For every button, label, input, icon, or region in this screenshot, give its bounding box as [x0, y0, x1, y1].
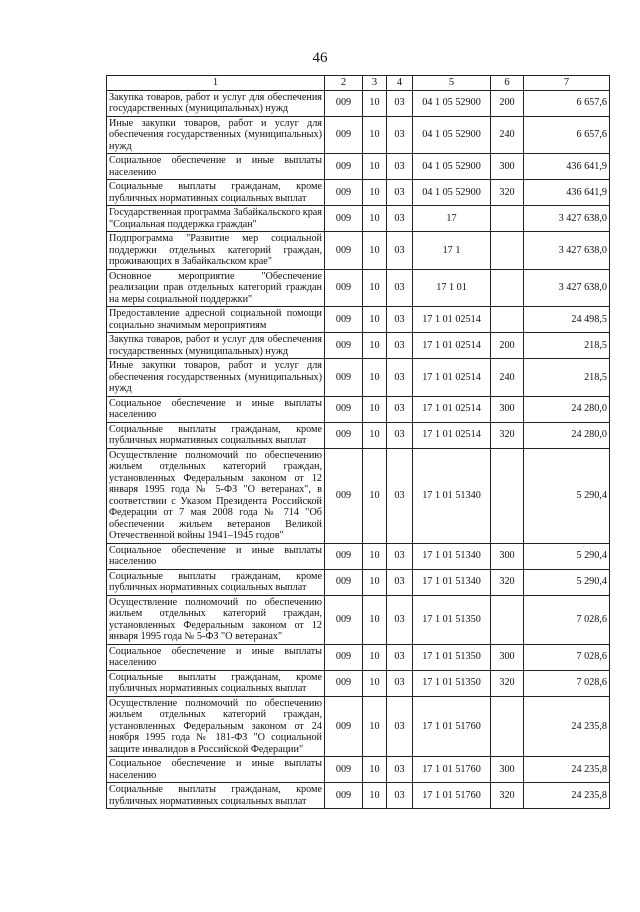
row-target-article: 04 1 05 52900 — [413, 90, 491, 116]
row-amount: 3 427 638,0 — [524, 206, 610, 232]
row-ved-code: 009 — [325, 757, 363, 783]
table-row — [107, 396, 610, 422]
row-section: 10 — [363, 595, 387, 644]
row-ved-code: 009 — [325, 232, 363, 270]
row-amount: 24 235,8 — [524, 757, 610, 783]
row-amount: 24 280,0 — [524, 422, 610, 448]
row-name: Социальное обеспечение и иные выплаты населению — [107, 154, 325, 180]
row-amount: 3 427 638,0 — [524, 232, 610, 270]
row-target-article: 17 1 01 51350 — [413, 670, 491, 696]
row-name: Государственная программа Забайкальского края "Социальная поддержка граждан" — [107, 206, 325, 232]
row-subsection: 03 — [387, 180, 413, 206]
row-amount: 7 028,6 — [524, 644, 610, 670]
row-ved-code: 009 — [325, 154, 363, 180]
row-expense-type: 300 — [491, 154, 524, 180]
row-ved-code: 009 — [325, 180, 363, 206]
header-col-4: 4 — [387, 76, 413, 91]
row-ved-code: 009 — [325, 448, 363, 543]
row-name: Осуществление полномочий по обеспечению жильем отдельных категорий граждан, установленных Федеральным законом от 24 ноября 1995 года № 181-ФЗ "О социальной защите инвалидов в Российской Федерации" — [107, 696, 325, 757]
row-subsection: 03 — [387, 696, 413, 757]
table-row — [107, 359, 610, 397]
row-section: 10 — [363, 232, 387, 270]
row-expense-type: 320 — [491, 422, 524, 448]
row-section: 10 — [363, 180, 387, 206]
row-name: Социальное обеспечение и иные выплаты населению — [107, 757, 325, 783]
row-target-article: 17 1 01 02514 — [413, 422, 491, 448]
row-expense-type — [491, 232, 524, 270]
row-name: Социальные выплаты гражданам, кроме публичных нормативных социальных выплат — [107, 569, 325, 595]
row-ved-code: 009 — [325, 569, 363, 595]
row-section: 10 — [363, 269, 387, 307]
row-expense-type: 320 — [491, 180, 524, 206]
row-section: 10 — [363, 333, 387, 359]
row-subsection: 03 — [387, 359, 413, 397]
header-col-6: 6 — [491, 76, 524, 91]
row-section: 10 — [363, 307, 387, 333]
row-section: 10 — [363, 422, 387, 448]
row-name: Социальное обеспечение и иные выплаты населению — [107, 644, 325, 670]
row-name: Социальные выплаты гражданам, кроме публичных нормативных социальных выплат — [107, 783, 325, 809]
table-row — [107, 670, 610, 696]
row-expense-type — [491, 696, 524, 757]
table-row — [107, 269, 610, 307]
header-col-1: 1 — [107, 76, 325, 91]
row-subsection: 03 — [387, 569, 413, 595]
row-name: Основное мероприятие "Обеспечение реализации прав отдельных категорий граждан на меры социальной поддержки" — [107, 269, 325, 307]
row-ved-code: 009 — [325, 422, 363, 448]
row-amount: 5 290,4 — [524, 569, 610, 595]
row-expense-type: 200 — [491, 90, 524, 116]
row-target-article: 17 1 01 51340 — [413, 448, 491, 543]
row-ved-code: 009 — [325, 333, 363, 359]
row-amount: 436 641,9 — [524, 180, 610, 206]
row-section: 10 — [363, 359, 387, 397]
table-row — [107, 543, 610, 569]
table-row — [107, 569, 610, 595]
row-ved-code: 009 — [325, 269, 363, 307]
table-row — [107, 90, 610, 116]
row-expense-type: 300 — [491, 757, 524, 783]
table-row — [107, 595, 610, 644]
row-subsection: 03 — [387, 90, 413, 116]
row-ved-code: 009 — [325, 206, 363, 232]
row-amount: 436 641,9 — [524, 154, 610, 180]
row-ved-code: 009 — [325, 543, 363, 569]
row-name: Социальное обеспечение и иные выплаты населению — [107, 396, 325, 422]
row-name: Социальные выплаты гражданам, кроме публичных нормативных социальных выплат — [107, 670, 325, 696]
row-name: Социальные выплаты гражданам, кроме публичных нормативных социальных выплат — [107, 422, 325, 448]
row-amount: 218,5 — [524, 333, 610, 359]
row-subsection: 03 — [387, 757, 413, 783]
row-subsection: 03 — [387, 448, 413, 543]
row-name: Иные закупки товаров, работ и услуг для обеспечения государственных (муниципальных) нужд — [107, 116, 325, 154]
row-expense-type: 320 — [491, 569, 524, 595]
table-row — [107, 644, 610, 670]
table-row — [107, 154, 610, 180]
row-ved-code: 009 — [325, 396, 363, 422]
row-amount: 5 290,4 — [524, 543, 610, 569]
table-row — [107, 180, 610, 206]
row-target-article: 17 1 01 51760 — [413, 696, 491, 757]
row-target-article: 17 1 01 02514 — [413, 307, 491, 333]
header-row — [107, 76, 610, 91]
row-target-article: 17 1 — [413, 232, 491, 270]
table-row — [107, 757, 610, 783]
row-name: Подпрограмма "Развитие мер социальной поддержки отдельных категорий граждан, проживающих в Забайкальском крае" — [107, 232, 325, 270]
row-amount: 5 290,4 — [524, 448, 610, 543]
row-amount: 24 235,8 — [524, 783, 610, 809]
row-expense-type — [491, 448, 524, 543]
row-target-article: 17 1 01 51340 — [413, 569, 491, 595]
row-target-article: 17 1 01 02514 — [413, 359, 491, 397]
table-body — [107, 90, 610, 809]
row-section: 10 — [363, 644, 387, 670]
row-subsection: 03 — [387, 307, 413, 333]
row-subsection: 03 — [387, 232, 413, 270]
budget-table — [106, 75, 610, 809]
row-amount: 7 028,6 — [524, 595, 610, 644]
row-name: Предоставление адресной социальной помощи социально значимым мероприятиям — [107, 307, 325, 333]
row-expense-type: 300 — [491, 543, 524, 569]
row-target-article: 17 1 01 51760 — [413, 757, 491, 783]
row-target-article: 17 — [413, 206, 491, 232]
row-target-article: 17 1 01 02514 — [413, 396, 491, 422]
row-amount: 3 427 638,0 — [524, 269, 610, 307]
row-ved-code: 009 — [325, 595, 363, 644]
row-target-article: 17 1 01 51340 — [413, 543, 491, 569]
row-subsection: 03 — [387, 333, 413, 359]
header-col-3: 3 — [363, 76, 387, 91]
table-row — [107, 422, 610, 448]
row-name: Осуществление полномочий по обеспечению жильем отдельных категорий граждан, установленных Федеральным законом от 12 января 1995 года № 5-ФЗ "О ветеранах", в соответствии с Указом Президента Российской Федерации от 7 мая 2008 года № 714 "Об обеспечении жильем ветеранов Великой Отечественной войны 1941–1945 годов" — [107, 448, 325, 543]
row-ved-code: 009 — [325, 696, 363, 757]
row-amount: 7 028,6 — [524, 670, 610, 696]
row-target-article: 17 1 01 02514 — [413, 333, 491, 359]
table-row — [107, 783, 610, 809]
table-row — [107, 696, 610, 757]
row-target-article: 17 1 01 — [413, 269, 491, 307]
row-expense-type — [491, 595, 524, 644]
header-col-2: 2 — [325, 76, 363, 91]
row-target-article: 17 1 01 51350 — [413, 644, 491, 670]
row-subsection: 03 — [387, 670, 413, 696]
page-number: 46 — [312, 50, 328, 66]
row-section: 10 — [363, 696, 387, 757]
row-ved-code: 009 — [325, 644, 363, 670]
row-name: Иные закупки товаров, работ и услуг для обеспечения государственных (муниципальных) нужд — [107, 359, 325, 397]
header-col-5: 5 — [413, 76, 491, 91]
row-ved-code: 009 — [325, 116, 363, 154]
row-section: 10 — [363, 154, 387, 180]
row-section: 10 — [363, 670, 387, 696]
row-section: 10 — [363, 569, 387, 595]
row-name: Социальные выплаты гражданам, кроме публичных нормативных социальных выплат — [107, 180, 325, 206]
row-name: Осуществление полномочий по обеспечению жильем отдельных категорий граждан, установленных Федеральным законом от 12 января 1995 года № 5-ФЗ "О ветеранах" — [107, 595, 325, 644]
row-subsection: 03 — [387, 543, 413, 569]
row-name: Закупка товаров, работ и услуг для обеспечения государственных (муниципальных) нужд — [107, 90, 325, 116]
row-subsection: 03 — [387, 644, 413, 670]
row-expense-type: 200 — [491, 333, 524, 359]
row-subsection: 03 — [387, 206, 413, 232]
row-amount: 6 657,6 — [524, 90, 610, 116]
row-amount: 218,5 — [524, 359, 610, 397]
row-amount: 6 657,6 — [524, 116, 610, 154]
row-name: Социальное обеспечение и иные выплаты населению — [107, 543, 325, 569]
row-expense-type: 240 — [491, 359, 524, 397]
table-row — [107, 116, 610, 154]
table-row — [107, 206, 610, 232]
row-section: 10 — [363, 396, 387, 422]
row-ved-code: 009 — [325, 359, 363, 397]
row-expense-type: 300 — [491, 396, 524, 422]
row-target-article: 04 1 05 52900 — [413, 154, 491, 180]
row-name: Закупка товаров, работ и услуг для обеспечения государственных (муниципальных) нужд — [107, 333, 325, 359]
row-section: 10 — [363, 448, 387, 543]
row-section: 10 — [363, 90, 387, 116]
row-expense-type: 320 — [491, 670, 524, 696]
row-target-article: 04 1 05 52900 — [413, 180, 491, 206]
table-row — [107, 307, 610, 333]
table-row — [107, 232, 610, 270]
table-row — [107, 448, 610, 543]
row-target-article: 17 1 01 51760 — [413, 783, 491, 809]
header-col-7: 7 — [524, 76, 610, 91]
row-subsection: 03 — [387, 154, 413, 180]
row-subsection: 03 — [387, 595, 413, 644]
row-expense-type: 240 — [491, 116, 524, 154]
row-expense-type — [491, 307, 524, 333]
row-section: 10 — [363, 783, 387, 809]
table-row — [107, 333, 610, 359]
row-target-article: 04 1 05 52900 — [413, 116, 491, 154]
row-section: 10 — [363, 757, 387, 783]
row-amount: 24 235,8 — [524, 696, 610, 757]
row-subsection: 03 — [387, 396, 413, 422]
row-ved-code: 009 — [325, 307, 363, 333]
row-section: 10 — [363, 206, 387, 232]
row-target-article: 17 1 01 51350 — [413, 595, 491, 644]
row-expense-type: 320 — [491, 783, 524, 809]
row-ved-code: 009 — [325, 670, 363, 696]
row-subsection: 03 — [387, 422, 413, 448]
row-section: 10 — [363, 116, 387, 154]
row-subsection: 03 — [387, 783, 413, 809]
row-section: 10 — [363, 543, 387, 569]
row-ved-code: 009 — [325, 783, 363, 809]
row-expense-type — [491, 269, 524, 307]
row-subsection: 03 — [387, 116, 413, 154]
row-expense-type: 300 — [491, 644, 524, 670]
row-ved-code: 009 — [325, 90, 363, 116]
row-subsection: 03 — [387, 269, 413, 307]
row-expense-type — [491, 206, 524, 232]
row-amount: 24 498,5 — [524, 307, 610, 333]
row-amount: 24 280,0 — [524, 396, 610, 422]
